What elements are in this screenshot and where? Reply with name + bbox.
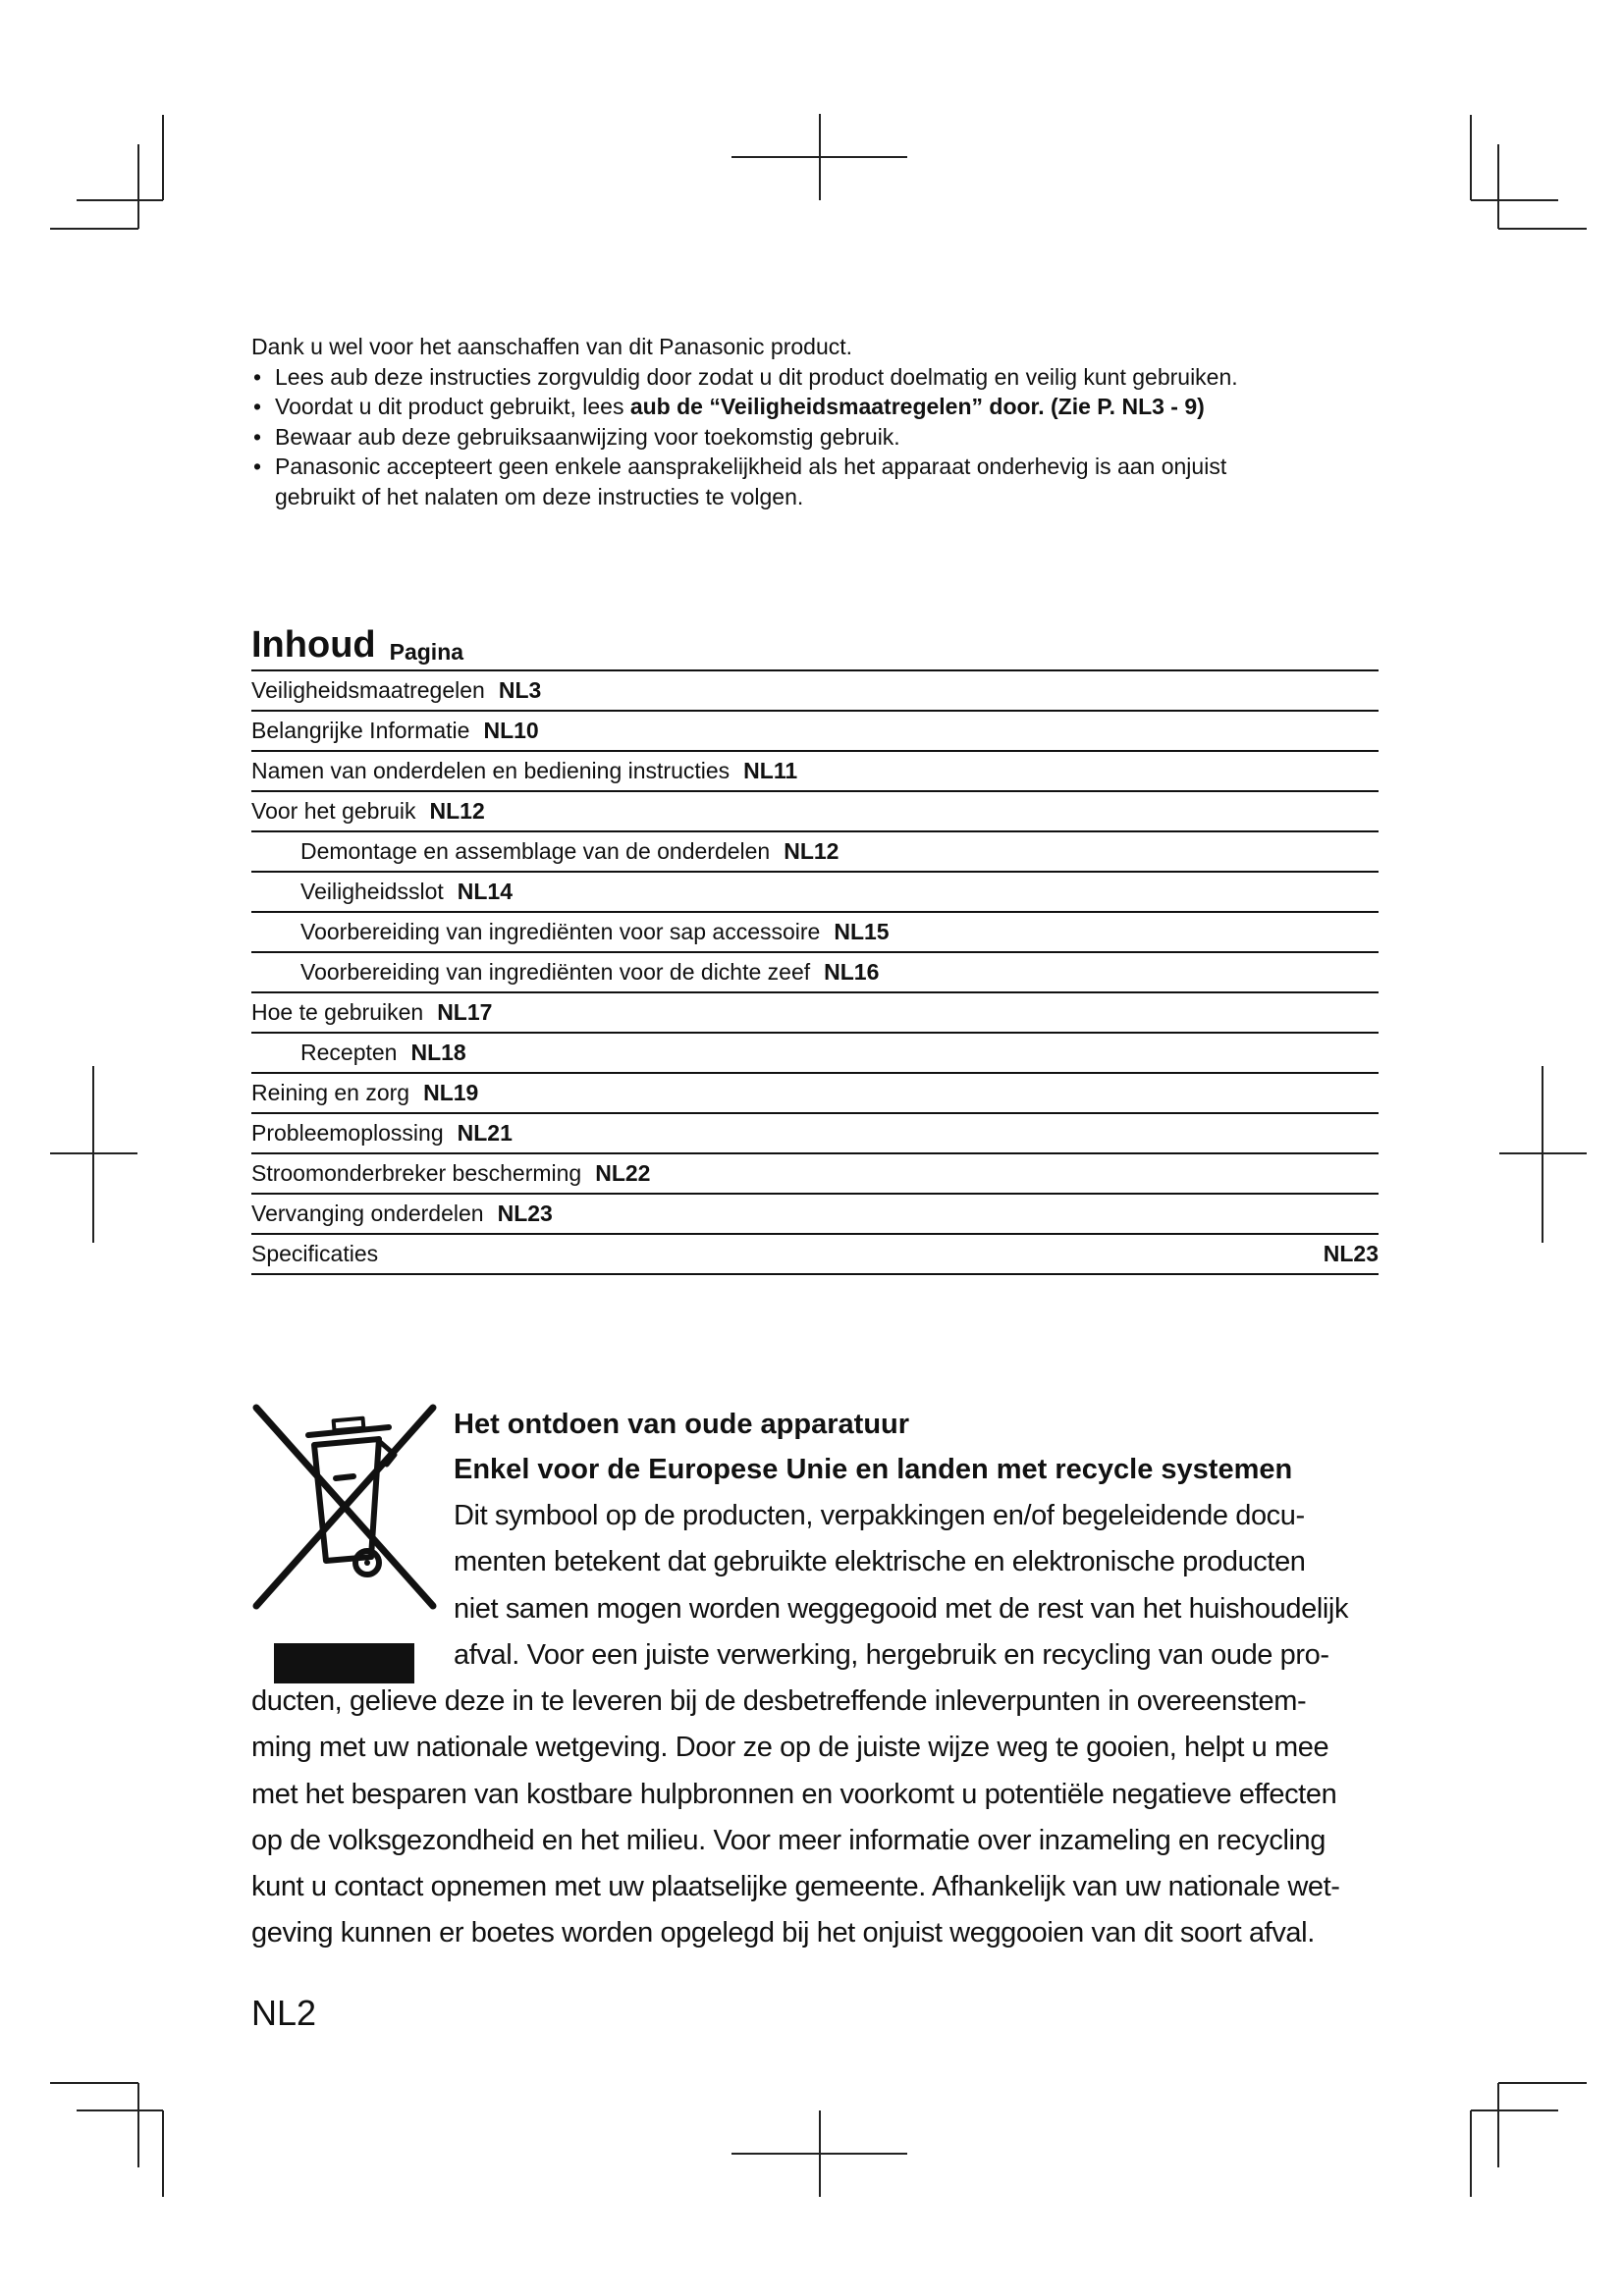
disposal-text-line: ducten, gelieve deze in te leveren bij de desbetreffende inleverpunten in overeenstem- — [251, 1685, 1307, 1717]
toc-row — [251, 1195, 1379, 1235]
toc-entry-label: Voor het gebruik — [251, 798, 416, 824]
toc-row-sub — [251, 832, 1379, 873]
toc-row-sub — [251, 953, 1379, 993]
intro-bullet: • Lees aub deze instructies zorgvuldig door zodat u dit product doelmatig en veilig kunt gebruiken. — [251, 362, 1390, 393]
toc-row-sub — [251, 1034, 1379, 1074]
toc-entry-page: NL16 — [824, 959, 880, 985]
disposal-text-line: afval. Voor een juiste verwerking, hergebruik en recycling van oude pro- — [454, 1638, 1329, 1671]
toc-entry-label: Voorbereiding van ingrediënten voor sap accessoire — [300, 919, 821, 944]
toc-entry-page: NL12 — [784, 838, 839, 864]
toc-title: Inhoud — [251, 624, 376, 666]
toc-entry-page: NL11 — [743, 758, 798, 783]
toc-subtitle: Pagina — [389, 639, 464, 665]
disposal-text-full — [251, 1679, 1396, 1957]
disposal-text-line: op de volksgezondheid en het milieu. Voor meer informatie over inzameling en recycling — [251, 1824, 1326, 1856]
intro-bullet-line: gebruikt of het nalaten om deze instructies te volgen. — [275, 483, 804, 509]
toc-row — [251, 712, 1379, 752]
toc-entry-page: NL12 — [429, 798, 485, 824]
toc-entry-label: Veiligheidsmaatregelen — [251, 677, 485, 703]
toc-row — [251, 1074, 1379, 1114]
toc-entry-page: NL17 — [437, 999, 493, 1025]
toc-entry-page: NL15 — [834, 919, 890, 944]
disposal-subheading: Enkel voor de Europese Unie en landen met recycle systemen — [454, 1454, 1293, 1485]
toc-entry-label: Namen van onderdelen en bediening instructies — [251, 758, 731, 783]
toc-row — [251, 1114, 1379, 1154]
table-of-contents — [251, 620, 1379, 1275]
toc-heading — [251, 620, 1379, 671]
intro-bullet: • Bewaar aub deze gebruiksaanwijzing voor toekomstig gebruik. — [251, 422, 1390, 453]
toc-entry-label: Demontage en assemblage van de onderdelen — [300, 838, 771, 864]
intro-thanks: Dank u wel voor het aanschaffen van dit Panasonic product. — [251, 334, 853, 359]
toc-entry-page: NL22 — [595, 1160, 651, 1186]
toc-entry-label: Hoe te gebruiken — [251, 999, 424, 1025]
toc-entry-label: Veiligheidsslot — [300, 879, 444, 904]
toc-row — [251, 671, 1379, 712]
toc-row — [251, 752, 1379, 792]
intro-bullet-line: Panasonic accepteert geen enkele aansprakelijkheid als het apparaat onderhevig is aan onjuist — [275, 454, 1227, 479]
toc-entry-page: NL23 — [497, 1201, 553, 1226]
toc-entry-page: NL19 — [423, 1080, 479, 1105]
toc-entry-label: Reining en zorg — [251, 1080, 410, 1105]
disposal-text-indented — [454, 1493, 1396, 1679]
disposal-heading: Het ontdoen van oude apparatuur — [454, 1409, 910, 1440]
disposal-text-line: ming met uw nationale wetgeving. Door ze op de juiste wijze weg te gooien, helpt u mee — [251, 1732, 1329, 1764]
intro-bullet-text: Voordat u dit product gebruikt, lees — [275, 394, 630, 419]
disposal-text-line: niet samen mogen worden weggegooid met de rest van het huishoudelijk — [454, 1592, 1349, 1625]
toc-row — [251, 1235, 1379, 1275]
disposal-text-line: met het besparen van kostbare hulpbronnen en voorkomt u potentiële negatieve effecten — [251, 1778, 1337, 1810]
toc-entry-label: Specificaties — [251, 1241, 379, 1266]
toc-entry-label: Probleemoplossing — [251, 1120, 444, 1146]
intro-bullet-emphasis: aub de “Veiligheidsmaatregelen” door. (Zie P. NL3 - 9) — [629, 394, 1205, 419]
toc-entry-page: NL3 — [498, 677, 542, 703]
intro-bullet — [251, 452, 1390, 511]
toc-entry-page: NL10 — [483, 718, 539, 743]
crossed-out-wheelie-bin-icon — [251, 1402, 438, 1618]
toc-entry-label: Recepten — [300, 1040, 398, 1065]
toc-entry-page: NL21 — [457, 1120, 513, 1146]
toc-entry-label: Vervanging onderdelen — [251, 1201, 484, 1226]
page-number: NL2 — [251, 1993, 317, 2033]
toc-entry-page: NL14 — [457, 879, 514, 904]
solid-bar-mark — [274, 1643, 414, 1683]
toc-entry-page: NL23 — [1323, 1241, 1379, 1266]
intro-bullet-list — [251, 362, 1390, 512]
toc-row — [251, 1154, 1379, 1195]
intro-bullet — [251, 392, 1390, 422]
disposal-text-line: kunt u contact opnemen met uw plaatselijke gemeente. Afhankelijk van uw nationale wet- — [251, 1871, 1340, 1903]
toc-row-sub — [251, 913, 1379, 953]
toc-row — [251, 792, 1379, 832]
toc-row — [251, 993, 1379, 1034]
disposal-text-line: menten betekent dat gebruikte elektrische en elektronische producten — [454, 1546, 1306, 1578]
toc-entry-label: Belangrijke Informatie — [251, 718, 470, 743]
toc-entry-label: Voorbereiding van ingrediënten voor de dichte zeef — [300, 959, 811, 985]
toc-entry-page: NL18 — [410, 1040, 466, 1065]
disposal-text-line: Dit symbool op de producten, verpakkingen en/of begeleidende docu- — [454, 1500, 1305, 1531]
intro-section — [251, 332, 1390, 511]
disposal-text-line: geving kunnen er boetes worden opgelegd bij het onjuist weggooien van dit soort afval. — [251, 1917, 1315, 1949]
toc-entry-label: Stroomonderbreker bescherming — [251, 1160, 582, 1186]
toc-row-sub — [251, 873, 1379, 913]
